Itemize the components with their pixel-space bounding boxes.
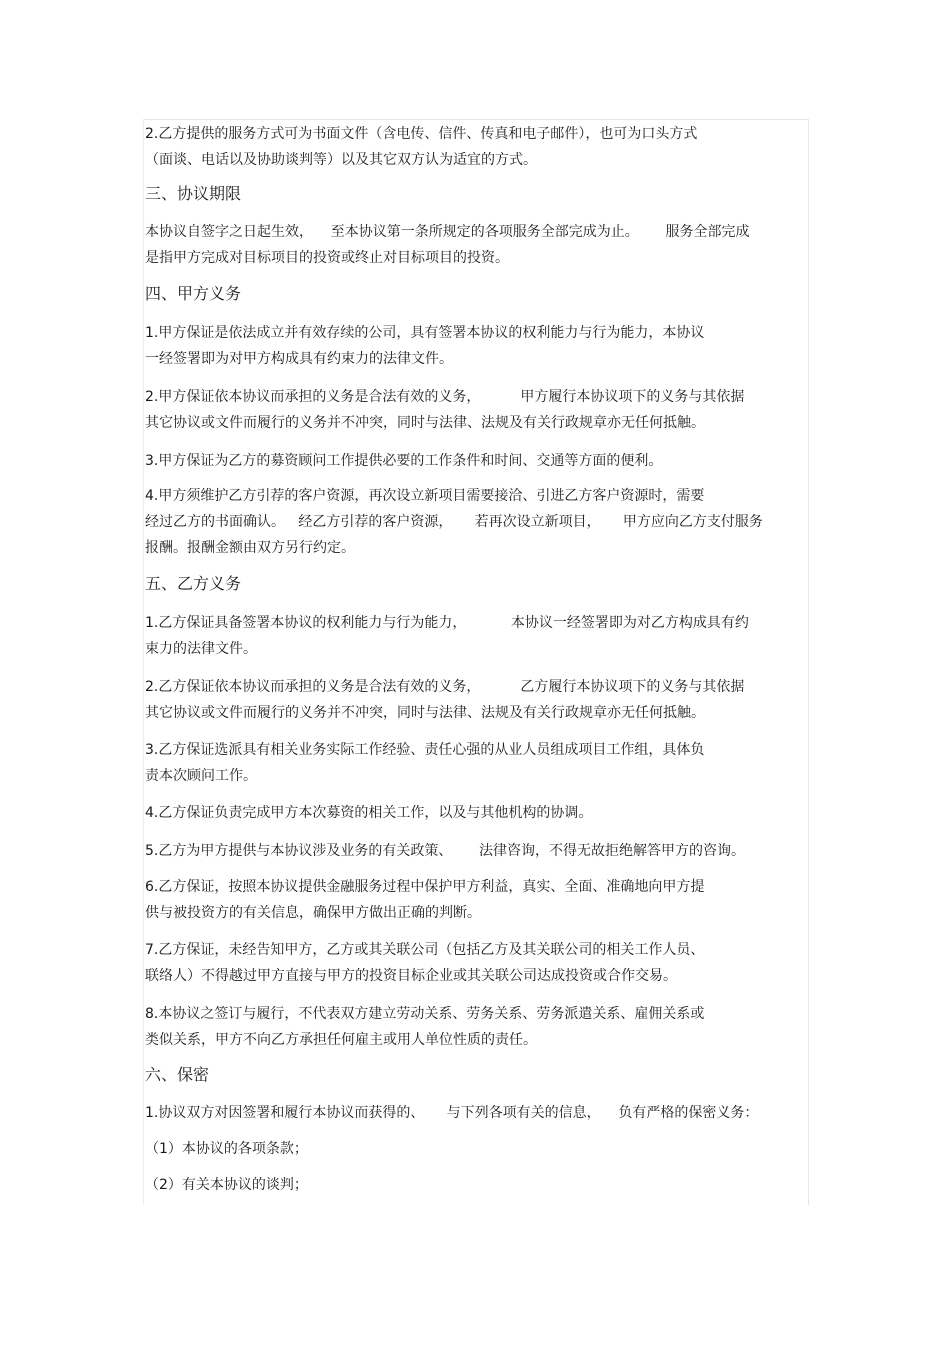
sec5-p5-line-1: 5.乙方为甲方提供与本协议涉及业务的有关政策、 法律咨询，不得无故拒绝解答甲方的咨询。 <box>145 843 746 859</box>
sec5-p3-line-1: 3.乙方保证选派具有相关业务实际工作经验、责任心强的从业人员组成项目工作组，具体负 <box>145 742 705 758</box>
sec4-p4-line-1: 4.甲方须维护乙方引荐的客户资源，再次设立新项目需要接洽、引进乙方客户资源时，需要 <box>145 488 705 504</box>
sec5-p1-line-1: 1.乙方保证具备签署本协议的权利能力与行为能力， 本协议一经签署即为对乙方构成具有约 <box>145 615 749 631</box>
sec6-line-1: 1.协议双方对因签署和履行本协议而获得的、 与下列各项有关的信息， 负有严格的保密义务： <box>145 1105 759 1121</box>
sec4-p3-line-1: 3.甲方保证为乙方的募资顾问工作提供必要的工作条件和时间、交通等方面的便利。 <box>145 453 663 469</box>
sec5-p1-line-2: 束力的法律文件。 <box>145 641 257 657</box>
sec2-line-2: （面谈、电话以及协助谈判等）以及其它双方认为适宜的方式。 <box>145 152 537 168</box>
sec5-p2-line-2: 其它协议或文件而履行的义务并不冲突，同时与法律、法规及有关行政规章亦无任何抵触。 <box>145 705 705 721</box>
sec3-line-1: 本协议自签字之日起生效， 至本协议第一条所规定的各项服务全部完成为止。 服务全部完成 <box>145 224 750 240</box>
section-heading-party-a-duties: 四、甲方义务 <box>145 284 242 303</box>
sec5-p4-line-1: 4.乙方保证负责完成甲方本次募资的相关工作，以及与其他机构的协调。 <box>145 805 593 821</box>
sec5-p3-line-2: 责本次顾问工作。 <box>145 768 257 784</box>
sec4-p2-line-1: 2.甲方保证依本协议而承担的义务是合法有效的义务， 甲方履行本协议项下的义务与其依据 <box>145 389 745 405</box>
sec4-p2-line-2: 其它协议或文件而履行的义务并不冲突，同时与法律、法规及有关行政规章亦无任何抵触。 <box>145 415 705 431</box>
sec4-p1-line-1: 1.甲方保证是依法成立并有效存续的公司，具有签署本协议的权利能力与行为能力，本协议 <box>145 325 705 341</box>
sec5-p8-line-1: 8.本协议之签订与履行，不代表双方建立劳动关系、劳务关系、劳务派遣关系、雇佣关系或 <box>145 1006 705 1022</box>
sec5-p6-line-2: 供与被投资方的有关信息，确保甲方做出正确的判断。 <box>145 905 481 921</box>
sec5-p7-line-1: 7.乙方保证，未经告知甲方，乙方或其关联公司（包括乙方及其关联公司的相关工作人员、 <box>145 942 705 958</box>
sec5-p2-line-1: 2.乙方保证依本协议而承担的义务是合法有效的义务， 乙方履行本协议项下的义务与其依据 <box>145 679 745 695</box>
sec4-p4-line-3: 报酬。报酬金额由双方另行约定。 <box>145 540 355 556</box>
section-heading-party-b-duties: 五、乙方义务 <box>145 574 242 593</box>
sec4-p4-line-2: 经过乙方的书面确认。 经乙方引荐的客户资源， 若再次设立新项目， 甲方应向乙方支付服务 <box>145 514 763 530</box>
sec6-item-1: （1）本协议的各项条款； <box>145 1141 308 1157</box>
sec2-line-1: 2.乙方提供的服务方式可为书面文件（含电传、信件、传真和电子邮件），也可为口头方式 <box>145 126 698 142</box>
sec5-p8-line-2: 类似关系，甲方不向乙方承担任何雇主或用人单位性质的责任。 <box>145 1032 537 1048</box>
section-heading-confidentiality: 六、保密 <box>145 1065 210 1084</box>
sec3-line-2: 是指甲方完成对目标项目的投资或终止对目标项目的投资。 <box>145 250 509 266</box>
sec4-p1-line-2: 一经签署即为对甲方构成具有约束力的法律文件。 <box>145 351 453 367</box>
sec5-p7-line-2: 联络人）不得越过甲方直接与甲方的投资目标企业或其关联公司达成投资或合作交易。 <box>145 968 677 984</box>
section-heading-term: 三、协议期限 <box>145 184 242 203</box>
sec6-item-2: （2）有关本协议的谈判； <box>145 1177 308 1193</box>
sec5-p6-line-1: 6.乙方保证，按照本协议提供金融服务过程中保护甲方利益，真实、全面、准确地向甲方提 <box>145 879 705 895</box>
